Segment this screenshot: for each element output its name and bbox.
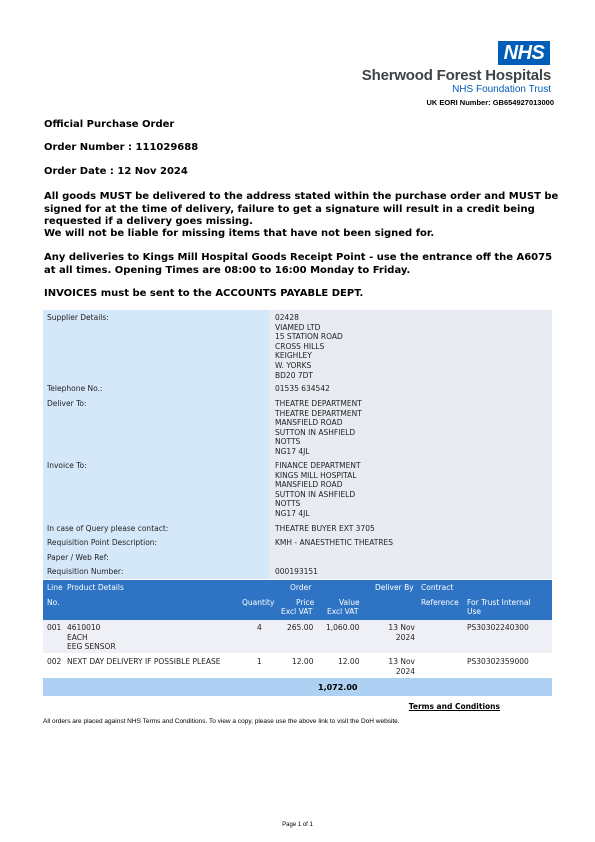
- requisition-number-label: Requisition Number:: [47, 567, 124, 576]
- address-line: FINANCE DEPARTMENT: [275, 461, 361, 470]
- deliver-to-label: Deliver To:: [47, 399, 87, 408]
- col-price-excl-vat: Excl VAT: [281, 607, 313, 616]
- deliver-by: [387, 623, 415, 642]
- col-product-details: Product Details: [67, 583, 124, 592]
- address-line: NOTTS: [275, 437, 301, 447]
- quantity: 4: [257, 623, 262, 632]
- requisition-point-label: Requisition Point Description:: [47, 538, 158, 547]
- value: 1,060.00: [326, 623, 360, 632]
- address-line: KEIGHLEY: [275, 351, 312, 361]
- col-price: Price: [296, 598, 315, 607]
- eori-number: UK EORI Number: GB654927013000: [426, 98, 554, 107]
- address-line: KINGS MILL HOSPITAL: [275, 470, 357, 480]
- liability-notice: We will not be liable for missing items that have not been signed for.: [44, 228, 435, 239]
- terms-and-conditions-link[interactable]: Terms and Conditions: [408, 702, 500, 711]
- col-reference: Reference: [421, 598, 459, 607]
- address-line: NG17 4JL: [275, 446, 310, 456]
- col-value: Value: [339, 598, 360, 607]
- deliver-by-day: 13 Nov: [388, 623, 415, 632]
- col-trust-use: For Trust Internal: [467, 598, 531, 607]
- total-row: [43, 678, 552, 696]
- address-line: SUTTON IN ASHFIELD: [275, 427, 356, 437]
- product-details: [67, 623, 116, 652]
- value: 12.00: [338, 657, 360, 666]
- line-no: 001: [47, 623, 62, 632]
- page-number: Page 1 of 1: [282, 822, 313, 828]
- org-trust: NHS Foundation Trust: [452, 84, 551, 95]
- requisition-number-value: 000193151: [275, 567, 318, 576]
- address-line: MANSFIELD ROAD: [275, 480, 343, 490]
- query-contact-label: In case of Query please contact:: [47, 524, 169, 533]
- page-title: Official Purchase Order: [44, 119, 175, 130]
- invoice-notice: INVOICES must be sent to the ACCOUNTS PAYABLE DEPT.: [44, 288, 364, 299]
- product-code: 4610010: [67, 623, 101, 632]
- col-order: Order: [290, 583, 312, 592]
- col-value-excl-vat: Excl VAT: [327, 607, 359, 616]
- telephone-value: 01535 634542: [275, 384, 330, 393]
- supplier-label: Supplier Details:: [47, 313, 109, 322]
- address-line: NOTTS: [275, 499, 301, 509]
- telephone-label: Telephone No.:: [47, 384, 103, 393]
- invoice-to-address: [275, 461, 361, 519]
- address-line: MANSFIELD ROAD: [275, 418, 343, 428]
- trust-use-ref: PS30302240300: [467, 623, 529, 632]
- address-line: 02428: [275, 313, 299, 322]
- col-contract: Contract: [421, 583, 454, 592]
- delivery-notice: All goods MUST be delivered to the address stated within the purchase order and MUST be signed for at the time of delivery, failure to get a signature will result in a credit being requested if a delivery goes missing.: [44, 191, 559, 227]
- col-line: Line: [47, 583, 63, 592]
- address-line: W. YORKS: [275, 360, 312, 370]
- price: 12.00: [292, 657, 314, 666]
- line-no: 002: [47, 657, 62, 666]
- org-name: Sherwood Forest Hospitals: [361, 67, 551, 84]
- deliver-to-address: [275, 399, 362, 457]
- deliver-by: [387, 657, 415, 676]
- address-line: NG17 4JL: [275, 508, 310, 518]
- nhs-logo: NHS: [498, 41, 550, 65]
- paper-web-ref-label: Paper / Web Ref:: [47, 553, 109, 562]
- price: 265.00: [287, 623, 314, 632]
- deliver-by-day: 13 Nov: [388, 657, 415, 666]
- address-line: VIAMED LTD: [275, 322, 321, 332]
- col-deliver-by: Deliver By: [375, 583, 414, 592]
- trust-use-ref: PS30302359000: [467, 657, 529, 666]
- supplier-address: [275, 313, 343, 380]
- address-line: THEATRE DEPARTMENT: [275, 408, 362, 418]
- address-line: THEATRE DEPARTMENT: [275, 399, 362, 408]
- address-line: SUTTON IN ASHFIELD: [275, 489, 356, 499]
- deliver-by-year: 2024: [395, 666, 415, 676]
- address-line: CROSS HILLS: [275, 341, 325, 351]
- deliver-by-year: 2024: [395, 632, 415, 642]
- invoice-to-label: Invoice To:: [47, 461, 87, 470]
- order-date: Order Date : 12 Nov 2024: [44, 166, 188, 177]
- product-uom: EACH: [67, 632, 88, 642]
- quantity: 1: [257, 657, 262, 666]
- requisition-point-value: KMH - ANAESTHETIC THEATRES: [275, 538, 394, 547]
- order-number: Order Number : 111029688: [44, 142, 199, 153]
- product-description: NEXT DAY DELIVERY IF POSSIBLE PLEASE: [67, 657, 221, 666]
- address-line: 15 STATION ROAD: [275, 332, 343, 342]
- query-contact-value: THEATRE BUYER EXT 3705: [275, 524, 375, 533]
- order-total: 1,072.00: [318, 683, 358, 692]
- terms-footer-note: All orders are placed against NHS Terms and Conditions. To view a copy, please use the above link to visit the DoH website.: [43, 718, 400, 725]
- receipt-point-notice: Any deliveries to Kings Mill Hospital Goods Receipt Point - use the entrance off the A6075 at all times. Opening Times are 08:00 to 16:00 Monday to Friday.: [44, 252, 553, 276]
- product-description: EEG SENSOR: [67, 642, 116, 652]
- col-quantity: Quantity: [242, 598, 275, 607]
- col-trust-use-2: Use: [467, 607, 482, 616]
- col-no: No.: [47, 598, 60, 607]
- address-line: BD20 7DT: [275, 370, 313, 380]
